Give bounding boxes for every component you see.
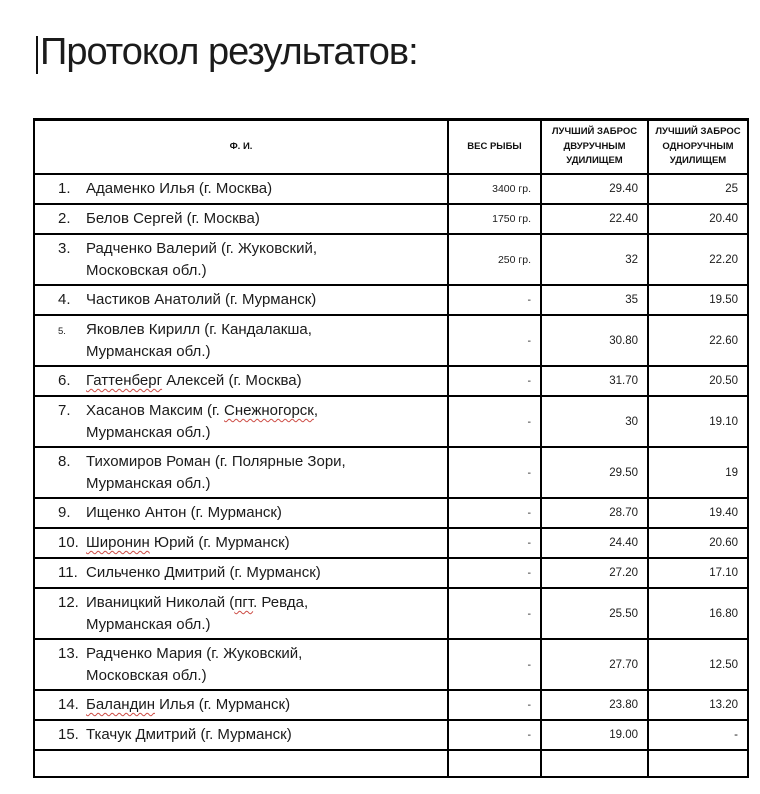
weight-cell	[448, 750, 541, 777]
two-handed-cast-cell: 27.20	[541, 558, 648, 588]
row-number: 10.	[58, 534, 79, 552]
participant-name: Ткачук Дмитрий (г. Мурманск)	[86, 726, 292, 744]
table-row	[34, 315, 748, 366]
weight-cell: -	[448, 720, 541, 750]
weight-cell: 3400 гр.	[448, 174, 541, 204]
misspelled-word: Широнин	[86, 534, 150, 552]
table-header	[34, 120, 748, 175]
participant-name: Радченко Валерий (г. Жуковский, Московская обл.)	[86, 239, 318, 279]
row-number: 7.	[58, 401, 71, 419]
empty-row	[34, 750, 748, 777]
participant-name: Тихомиров Роман (г. Полярные Зори, Мурманская обл.)	[86, 452, 346, 492]
row-number: 15.	[58, 726, 79, 744]
table-row	[34, 174, 748, 204]
row-number: 6.	[58, 372, 71, 390]
row-number: 8.	[58, 452, 71, 470]
two-handed-cast-cell: 22.40	[541, 204, 648, 234]
header-weight: ВЕС РЫБЫ	[448, 120, 541, 175]
row-number: 5.	[58, 325, 66, 337]
one-handed-cast-cell: 19.10	[648, 396, 748, 447]
table-row	[34, 366, 748, 396]
one-handed-cast-cell: -	[648, 720, 748, 750]
table-row	[34, 690, 748, 720]
one-handed-cast-cell: 22.60	[648, 315, 748, 366]
weight-cell: -	[448, 366, 541, 396]
participant-cell	[34, 690, 448, 720]
row-number: 9.	[58, 504, 71, 522]
two-handed-cast-cell: 27.70	[541, 639, 648, 690]
participant-cell	[34, 588, 448, 639]
table-row	[34, 396, 748, 447]
participant-name: Яковлев Кирилл (г. Кандалакша, Мурманская обл.)	[86, 320, 312, 360]
misspelled-word: Снежногорск	[224, 401, 314, 419]
header-name: Ф. И.	[34, 120, 448, 175]
row-number: 11.	[58, 564, 78, 582]
misspelled-word: пгт	[234, 593, 254, 611]
weight-cell: -	[448, 639, 541, 690]
weight-cell: -	[448, 396, 541, 447]
header-one-handed: ЛУЧШИЙ ЗАБРОС ОДНОРУЧНЫМ УДИЛИЩЕМ	[648, 120, 748, 175]
row-number: 14.	[58, 696, 79, 714]
table-row	[34, 234, 748, 285]
one-handed-cast-cell: 17.10	[648, 558, 748, 588]
two-handed-cast-cell: 28.70	[541, 498, 648, 528]
weight-cell: 1750 гр.	[448, 204, 541, 234]
table-row	[34, 447, 748, 498]
participant-cell	[34, 396, 448, 447]
participant-cell	[34, 720, 448, 750]
participant-cell	[34, 204, 448, 234]
weight-cell: -	[448, 558, 541, 588]
two-handed-cast-cell: 31.70	[541, 366, 648, 396]
header-row	[34, 120, 748, 175]
two-handed-cast-cell: 24.40	[541, 528, 648, 558]
row-number: 13.	[58, 644, 79, 662]
table-row	[34, 720, 748, 750]
participant-name: Иваницкий Николай (пгт. Ревда, Мурманская обл.)	[86, 593, 309, 633]
two-handed-cast-cell: 32	[541, 234, 648, 285]
weight-cell: 250 гр.	[448, 234, 541, 285]
title-block	[40, 26, 418, 78]
table-row	[34, 639, 748, 690]
participant-cell	[34, 315, 448, 366]
one-handed-cast-cell: 13.20	[648, 690, 748, 720]
participant-name: Сильченко Дмитрий (г. Мурманск)	[86, 564, 321, 582]
weight-cell: -	[448, 447, 541, 498]
one-handed-cast-cell: 20.50	[648, 366, 748, 396]
page-title: Протокол результатов:	[40, 31, 418, 73]
two-handed-cast-cell: 30	[541, 396, 648, 447]
row-number: 2.	[58, 210, 71, 228]
participant-cell	[34, 447, 448, 498]
participant-cell	[34, 528, 448, 558]
participant-cell	[34, 366, 448, 396]
two-handed-cast-cell: 30.80	[541, 315, 648, 366]
row-number: 3.	[58, 239, 71, 257]
misspelled-word: Баландин	[86, 696, 155, 714]
participant-cell	[34, 750, 448, 777]
row-number: 1.	[58, 180, 71, 198]
two-handed-cast-cell: 35	[541, 285, 648, 315]
weight-cell: -	[448, 690, 541, 720]
participant-name: Белов Сергей (г. Москва)	[86, 210, 260, 228]
table-row	[34, 528, 748, 558]
participant-name: Гаттенберг Алексей (г. Москва)	[86, 372, 302, 390]
one-handed-cast-cell: 25	[648, 174, 748, 204]
weight-cell: -	[448, 315, 541, 366]
weight-cell: -	[448, 498, 541, 528]
results-body	[34, 174, 748, 777]
misspelled-word: Гаттенберг	[86, 372, 163, 390]
participant-name: Ищенко Антон (г. Мурманск)	[86, 504, 282, 522]
participant-name: Хасанов Максим (г. Снежногорск, Мурманская обл.)	[86, 401, 319, 441]
table-row	[34, 558, 748, 588]
participant-name: Радченко Мария (г. Жуковский, Московская обл.)	[86, 644, 303, 684]
table-row	[34, 498, 748, 528]
two-handed-cast-cell: 23.80	[541, 690, 648, 720]
one-handed-cast-cell	[648, 750, 748, 777]
one-handed-cast-cell: 20.60	[648, 528, 748, 558]
one-handed-cast-cell: 22.20	[648, 234, 748, 285]
table-row	[34, 204, 748, 234]
two-handed-cast-cell: 19.00	[541, 720, 648, 750]
two-handed-cast-cell	[541, 750, 648, 777]
participant-cell	[34, 234, 448, 285]
participant-cell	[34, 558, 448, 588]
header-two-handed: ЛУЧШИЙ ЗАБРОС ДВУРУЧНЫМ УДИЛИЩЕМ	[541, 120, 648, 175]
participant-cell	[34, 285, 448, 315]
one-handed-cast-cell: 19.40	[648, 498, 748, 528]
participant-cell	[34, 498, 448, 528]
weight-cell: -	[448, 285, 541, 315]
row-number: 4.	[58, 291, 71, 309]
weight-cell: -	[448, 588, 541, 639]
one-handed-cast-cell: 19	[648, 447, 748, 498]
one-handed-cast-cell: 12.50	[648, 639, 748, 690]
one-handed-cast-cell: 16.80	[648, 588, 748, 639]
weight-cell: -	[448, 528, 541, 558]
row-number: 12.	[58, 593, 79, 611]
two-handed-cast-cell: 25.50	[541, 588, 648, 639]
two-handed-cast-cell: 29.40	[541, 174, 648, 204]
text-cursor	[36, 36, 38, 74]
participant-name: Баландин Илья (г. Мурманск)	[86, 696, 291, 714]
one-handed-cast-cell: 19.50	[648, 285, 748, 315]
table-row	[34, 588, 748, 639]
participant-cell	[34, 639, 448, 690]
participant-name: Адаменко Илья (г. Москва)	[86, 180, 273, 198]
table-row	[34, 285, 748, 315]
participant-name: Широнин Юрий (г. Мурманск)	[86, 534, 290, 552]
results-table	[33, 118, 749, 778]
one-handed-cast-cell: 20.40	[648, 204, 748, 234]
participant-cell	[34, 174, 448, 204]
two-handed-cast-cell: 29.50	[541, 447, 648, 498]
participant-name: Частиков Анатолий (г. Мурманск)	[86, 291, 317, 309]
